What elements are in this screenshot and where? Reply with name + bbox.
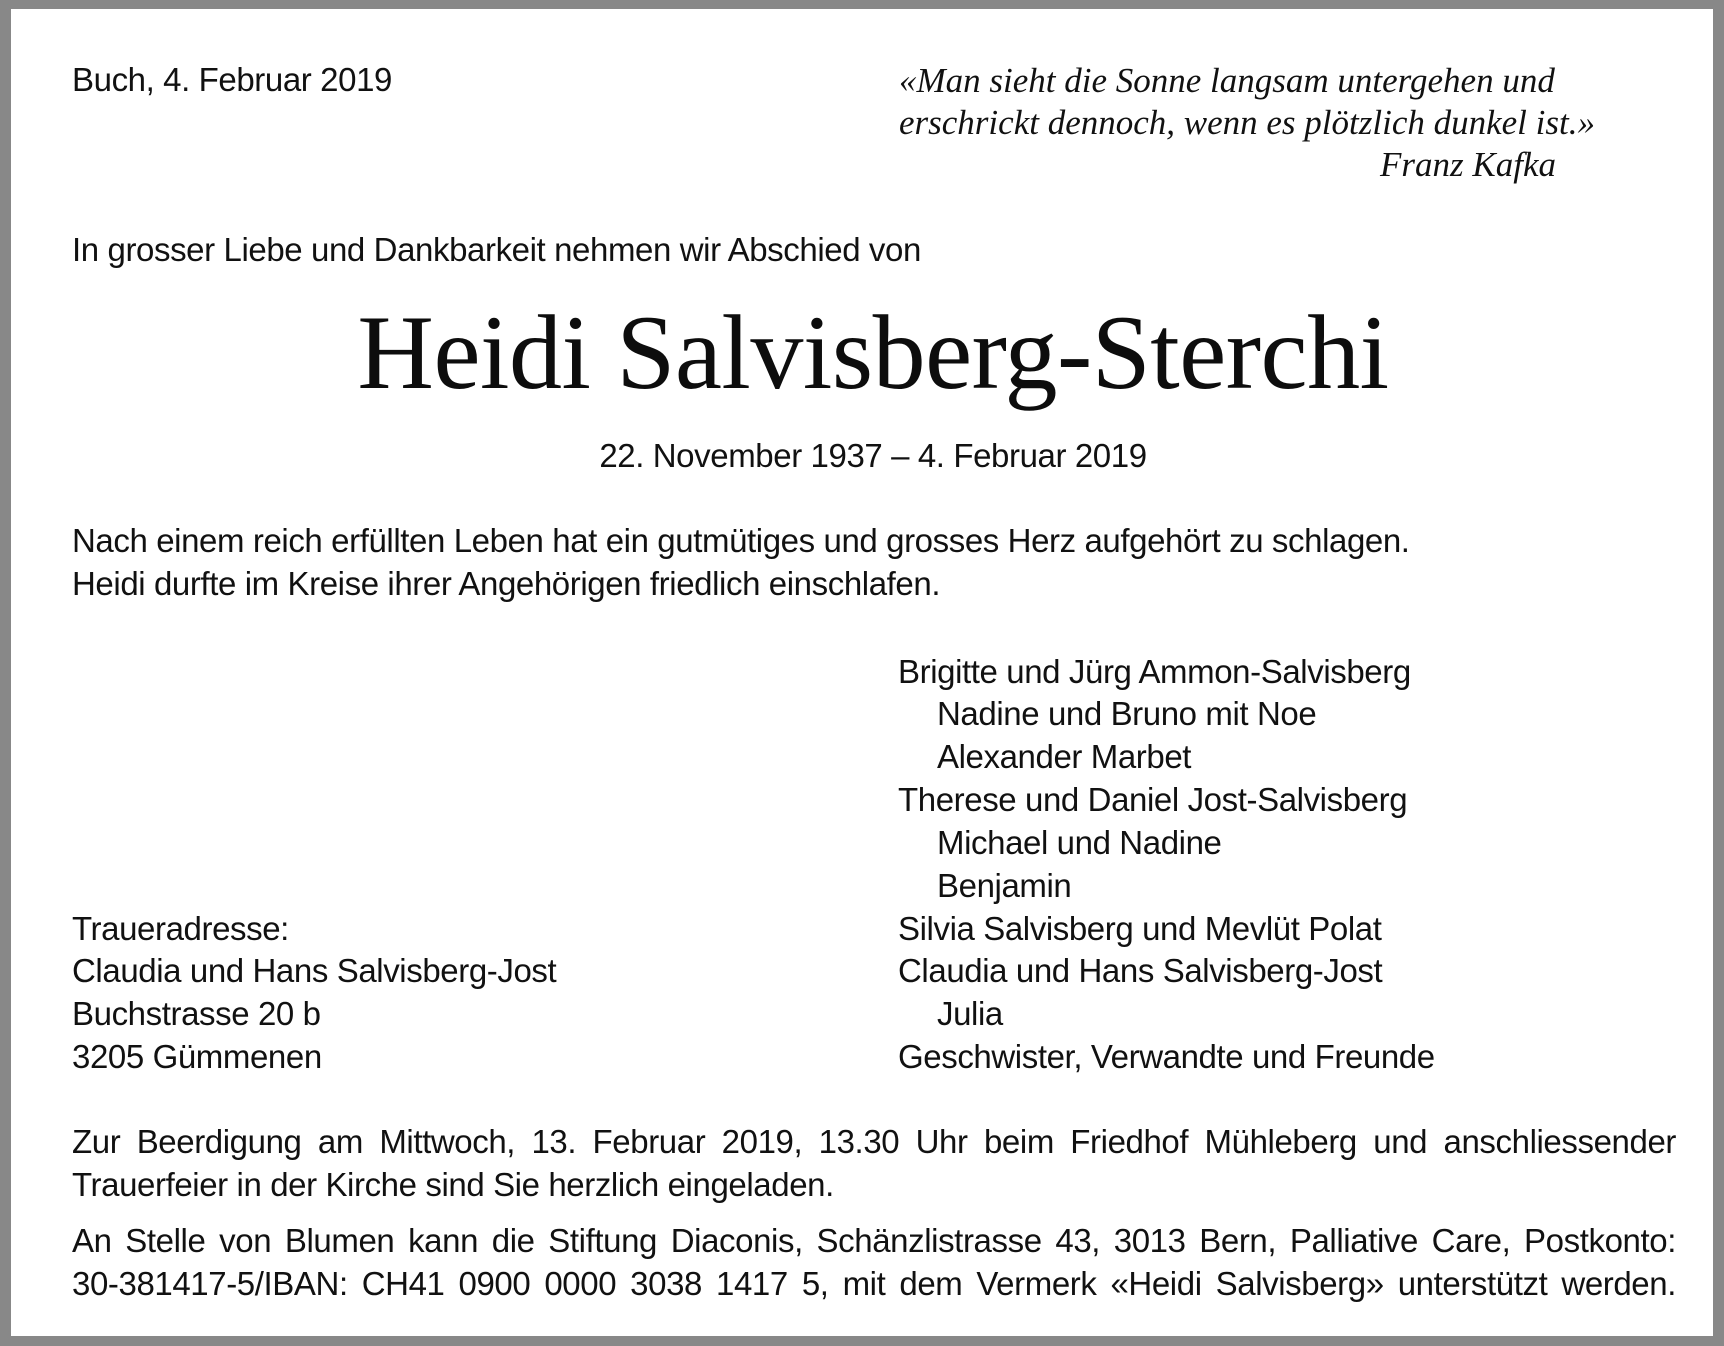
message-line-1: Nach einem reich erfüllten Leben hat ein gutmütiges und grosses Herz aufgehört zu schlagen. xyxy=(72,522,1410,559)
mourner-line: Nadine und Bruno mit Noe xyxy=(937,695,1317,732)
deceased-name: Heidi Salvisberg-Sterchi xyxy=(357,294,1389,411)
life-dates: 22. November 1937 – 4. Februar 2019 xyxy=(599,437,1147,474)
place-date: Buch, 4. Februar 2019 xyxy=(72,61,392,98)
quote-line-2: erschrickt dennoch, wenn es plötzlich dunkel ist.» xyxy=(899,103,1595,142)
funeral-line-1: Zur Beerdigung am Mittwoch, 13. Februar 2019, 13.30 Uhr beim Friedhof Mühleberg und anschliessender xyxy=(72,1123,1676,1160)
address-label: Traueradresse: xyxy=(72,910,289,947)
mourner-line: Michael und Nadine xyxy=(937,824,1222,861)
donation-line-2: 30-381417-5/IBAN: CH41 0900 0000 3038 1417 5, mit dem Vermerk «Heidi Salvisberg» unterstützt werden. xyxy=(72,1265,1676,1302)
mourner-line: Claudia und Hans Salvisberg-Jost xyxy=(898,952,1383,989)
mourner-line: Therese und Daniel Jost-Salvisberg xyxy=(898,781,1408,818)
mourner-line: Silvia Salvisberg und Mevlüt Polat xyxy=(898,910,1382,947)
address-city: 3205 Gümmenen xyxy=(72,1038,322,1075)
funeral-line-2: Trauerfeier in der Kirche sind Sie herzlich eingeladen. xyxy=(72,1166,834,1203)
funeral-info xyxy=(72,1120,1676,1206)
quote-line-1: «Man sieht die Sonne langsam untergehen und xyxy=(899,61,1555,100)
intro-text: In grosser Liebe und Dankbarkeit nehmen wir Abschied von xyxy=(72,231,921,268)
address-street: Buchstrasse 20 b xyxy=(72,995,321,1032)
donation-info xyxy=(72,1219,1676,1305)
mourner-line: Brigitte und Jürg Ammon-Salvisberg xyxy=(898,653,1411,690)
donation-line-1: An Stelle von Blumen kann die Stiftung Diaconis, Schänzlistrasse 43, 3013 Bern, Palliative Care, Postkonto: xyxy=(72,1222,1676,1259)
mourner-line: Alexander Marbet xyxy=(937,738,1192,775)
mourner-line: Geschwister, Verwandte und Freunde xyxy=(898,1038,1435,1075)
mourner-line: Benjamin xyxy=(937,867,1072,904)
quote-author: Franz Kafka xyxy=(1380,145,1556,184)
message-line-2: Heidi durfte im Kreise ihrer Angehörigen friedlich einschlafen. xyxy=(72,565,941,602)
address-name: Claudia und Hans Salvisberg-Jost xyxy=(72,952,557,989)
mourner-line: Julia xyxy=(937,995,1003,1032)
